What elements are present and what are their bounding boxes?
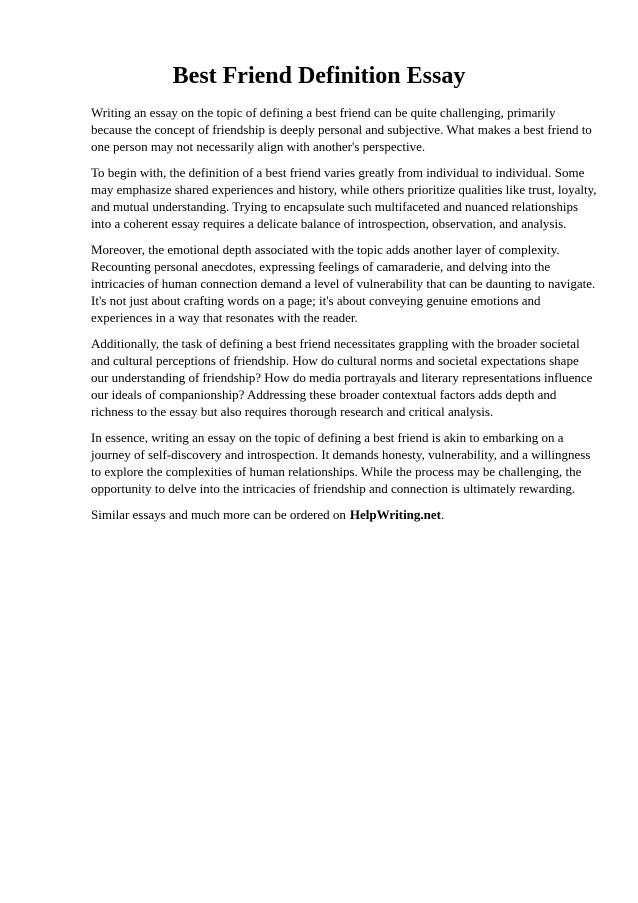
paragraph-line: one person may not necessarily align with another's perspective. xyxy=(91,139,426,154)
paragraph-4 xyxy=(91,335,601,420)
paragraph-line: experiences in a way that resonates with the reader. xyxy=(91,310,358,325)
paragraph-line: to explore the complexities of human relationships. While the process may be challenging, the xyxy=(91,464,582,479)
closing-line xyxy=(91,506,601,523)
paragraph-line: Additionally, the task of defining a best friend necessitates grappling with the broader societal xyxy=(91,336,580,351)
paragraph-line: intricacies of human connection demand a level of vulnerability that can be daunting to navigate. xyxy=(91,276,596,291)
paragraph-line: In essence, writing an essay on the topic of defining a best friend is akin to embarking on a xyxy=(91,430,564,445)
paragraph-line: our understanding of friendship? How do media portrayals and literary representations influence xyxy=(91,370,593,385)
paragraph-line: into a coherent essay requires a delicate balance of introspection, observation, and analysis. xyxy=(91,216,567,231)
paragraph-line: Moreover, the emotional depth associated with the topic adds another layer of complexity. xyxy=(91,242,560,257)
paragraph-2 xyxy=(91,164,601,232)
paragraph-line: richness to the essay but also requires thorough research and critical analysis. xyxy=(91,404,494,419)
helpwriting-link[interactable]: HelpWriting.net xyxy=(349,507,441,522)
paragraph-line: Writing an essay on the topic of defining a best friend can be quite challenging, primarily xyxy=(91,105,556,120)
paragraph-line: may emphasize shared experiences and history, while others prioritize qualities like trust, loyalty, xyxy=(91,182,597,197)
paragraph-line: and cultural perceptions of friendship. How do cultural norms and societal expectations shape xyxy=(91,353,579,368)
paragraph-line: and mutual understanding. Trying to encapsulate such multifaceted and nuanced relationships xyxy=(91,199,579,214)
essay-title: Best Friend Definition Essay xyxy=(172,63,466,89)
closing-suffix: . xyxy=(441,507,445,522)
paragraph-line: To begin with, the definition of a best friend varies greatly from individual to individual. Some xyxy=(91,165,585,180)
paragraph-line: journey of self-discovery and introspection. It demands honesty, vulnerability, and a willingness xyxy=(91,447,591,462)
paragraph-line: Recounting personal anecdotes, expressing feelings of camaraderie, and delving into the xyxy=(91,259,551,274)
paragraph-1 xyxy=(91,104,601,155)
paragraph-line: our ideals of companionship? Addressing these broader contextual factors adds depth and xyxy=(91,387,557,402)
paragraph-line: opportunity to delve into the intricacies of friendship and connection is ultimately rewarding. xyxy=(91,481,576,496)
essay-body xyxy=(91,104,601,523)
paragraph-line: because the concept of friendship is deeply personal and subjective. What makes a best friend to xyxy=(91,122,592,137)
paragraph-line: It's not just about crafting words on a page; it's about conveying genuine emotions and xyxy=(91,293,541,308)
paragraph-3 xyxy=(91,241,601,326)
closing-text: Similar essays and much more can be ordered on xyxy=(91,507,346,522)
paragraph-5 xyxy=(91,429,601,497)
